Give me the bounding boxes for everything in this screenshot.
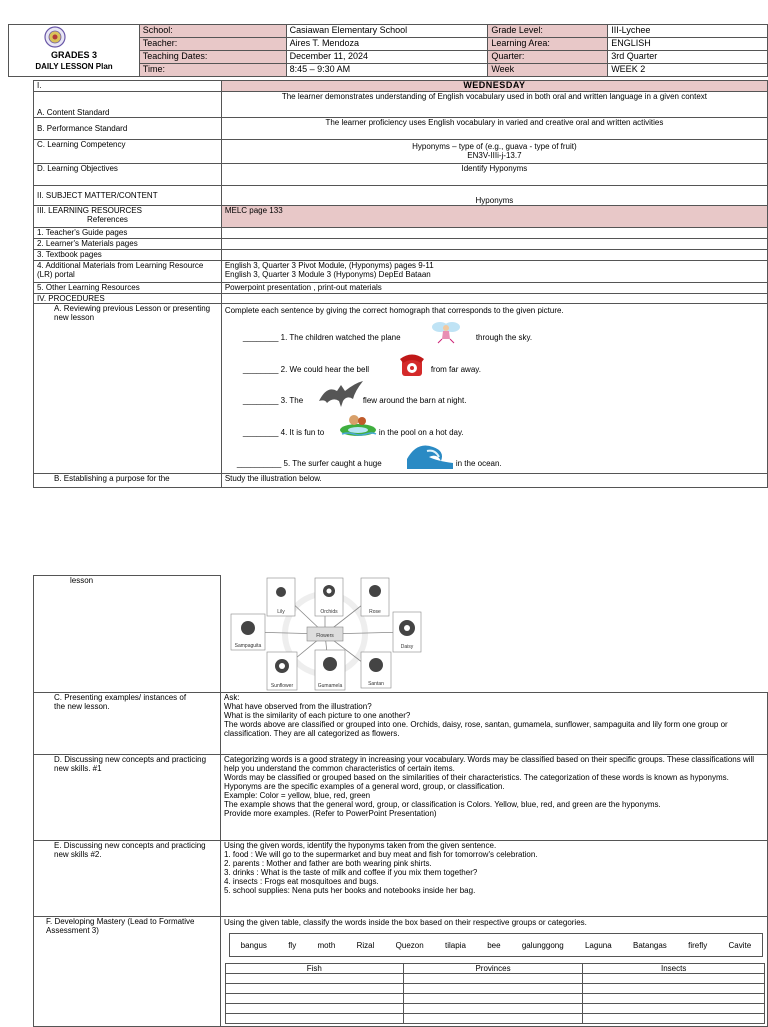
answer-cell[interactable] xyxy=(403,1004,583,1014)
answer-cell[interactable] xyxy=(226,984,404,994)
homograph-item-post: through the sky. xyxy=(475,333,533,342)
answer-cell[interactable] xyxy=(403,994,583,1004)
f-intro: Using the given table, classify the words inside the box based on their respective groups or categories. xyxy=(224,918,587,927)
table-row xyxy=(226,994,765,1004)
procedure-f-label: F. Developing Mastery (Lead to Formative Assessment 3) xyxy=(34,917,221,1027)
flower-label: Sampaguita xyxy=(234,642,262,649)
procedure-b-text: Study the illustration below. xyxy=(221,474,767,488)
teaching-dates-label: Teaching Dates: xyxy=(139,51,286,64)
homograph-item-post: in the pool on a hot day. xyxy=(378,428,464,437)
classification-table xyxy=(225,963,765,1024)
plan-label: DAILY LESSON Plan xyxy=(35,62,113,71)
answer-cell[interactable] xyxy=(226,974,404,984)
quarter-value: 3rd Quarter xyxy=(608,51,768,64)
wave-icon xyxy=(407,441,453,471)
lr-label: 4. Additional Materials from Learning Resource (LR) portal xyxy=(34,261,222,283)
performance-standard-text: The learner proficiency uses English vocabulary in varied and creative oral and written activities xyxy=(221,118,767,140)
answer-cell[interactable] xyxy=(226,994,404,1004)
flower-label: Orchids xyxy=(320,608,338,615)
word-item: fly xyxy=(288,940,297,950)
word-item: firefly xyxy=(688,940,708,950)
school-label: School: xyxy=(139,25,286,38)
swimmer-icon xyxy=(338,412,378,438)
answer-cell[interactable] xyxy=(226,1004,404,1014)
flower-label: Sunflower xyxy=(270,682,294,689)
procedure-c-label: C. Presenting examples/ instances of the new lesson. xyxy=(34,693,221,755)
lr-line-1: English 3, Quarter 3 Pivot Module, (Hyponyms) pages 9-11 xyxy=(224,261,434,270)
grade-level-value: III-Lychee xyxy=(608,25,768,38)
day-heading: WEDNESDAY xyxy=(221,81,767,92)
d-line: Categorizing words is a good strategy in increasing your vocabulary. Words may be classified based on their specific groups. These classifications will help you understand the common characteristics of certain items. xyxy=(224,755,755,773)
tg-label: 1. Teacher's Guide pages xyxy=(34,228,222,239)
procedures-label: IV. PROCEDURES xyxy=(34,294,222,304)
fairy-icon xyxy=(430,319,462,345)
lesson-plan-table-page2 xyxy=(33,575,768,1027)
homograph-item-post: from far away. xyxy=(430,365,481,374)
answer-cell[interactable] xyxy=(583,984,765,994)
c-line: What is the similarity of each picture to one another? xyxy=(224,711,411,720)
learning-area-label: Learning Area: xyxy=(488,38,608,51)
c-line: What have observed from the illustration? xyxy=(224,702,372,711)
flower-label: Rose xyxy=(369,608,381,615)
word-item: tilapia xyxy=(445,940,466,950)
header-table xyxy=(8,24,768,77)
lr-line-2: English 3, Quarter 3 Module 3 (Hyponyms) DepEd Bataan xyxy=(224,270,431,279)
flower-label: Gumamela xyxy=(317,682,343,689)
column-header: Insects xyxy=(583,964,765,974)
week-value: WEEK 2 xyxy=(608,64,768,77)
answer-cell[interactable] xyxy=(403,1014,583,1024)
procedure-e-label: E. Discussing new concepts and practicing new skills #2. xyxy=(34,841,221,917)
word-item: Rizal xyxy=(356,940,375,950)
table-row xyxy=(226,1004,765,1014)
objectives-label: D. Learning Objectives xyxy=(34,164,222,186)
header-row xyxy=(9,25,768,38)
column-header: Provinces xyxy=(403,964,583,974)
table-row xyxy=(226,974,765,984)
e-line: 1. food : We will go to the supermarket and buy meat and fish for tomorrow's celebration. xyxy=(224,850,538,859)
word-item: Batangas xyxy=(632,940,667,950)
tb-value xyxy=(221,250,767,261)
table-row xyxy=(226,984,765,994)
homograph-item: ________ 3. The xyxy=(242,396,304,405)
answer-cell[interactable] xyxy=(583,974,765,984)
word-item: bangus xyxy=(240,940,267,950)
week-label: Week xyxy=(488,64,608,77)
flower-label: Daisy xyxy=(400,643,414,650)
flower-label: Lily xyxy=(277,608,285,615)
competency-label: C. Learning Competency xyxy=(34,140,222,164)
performance-standard-label: B. Performance Standard xyxy=(34,118,222,140)
objectives-num: I. xyxy=(34,81,222,92)
table-row xyxy=(226,1014,765,1024)
tg-value xyxy=(221,228,767,239)
competency-text: Hyponyms – type of (e.g., guava - type of fruit) xyxy=(412,142,577,151)
e-line: 3. drinks : What is the taste of milk and coffee if you mix them together? xyxy=(224,868,478,877)
learning-area-value: ENGLISH xyxy=(608,38,768,51)
lesson-plan-table-page1 xyxy=(33,80,768,488)
competency-code: EN3V-IIIi-j-13.7 xyxy=(467,151,522,160)
flowers-diagram xyxy=(225,576,425,692)
grades-label: GRADES 3 xyxy=(50,50,97,60)
grade-level-label: Grade Level: xyxy=(488,25,608,38)
homograph-item: __________ 5. The surfer caught a huge xyxy=(236,459,382,468)
telephone-icon xyxy=(397,350,427,380)
d-line: Words may be classified or grouped based on the similarities of their characteristics. The categorization of these words is known as hyponyms. Hyponyms are the specific examples of a general word, group, or classification. xyxy=(224,773,729,791)
homograph-item-post: in the ocean. xyxy=(455,459,502,468)
lm-label: 2. Learner's Materials pages xyxy=(34,239,222,250)
procedure-b-label: B. Establishing a purpose for the xyxy=(34,474,222,488)
homograph-item: ________ 4. It is fun to xyxy=(242,428,325,437)
resources-text: MELC page 133 xyxy=(221,206,767,228)
homograph-item: ________ 1. The children watched the plane xyxy=(242,333,401,342)
procedure-b-label-cont: lesson xyxy=(34,576,221,693)
column-header: Fish xyxy=(226,964,404,974)
bat-icon xyxy=(317,379,365,409)
flowers-center-label: Flowers xyxy=(316,632,334,639)
teacher-value: Aires T. Mendoza xyxy=(286,38,488,51)
school-value: Casiawan Elementary School xyxy=(286,25,488,38)
answer-cell[interactable] xyxy=(403,984,583,994)
references-label: References xyxy=(87,215,128,224)
answer-cell[interactable] xyxy=(403,974,583,984)
time-label: Time: xyxy=(139,64,286,77)
word-item: Quezon xyxy=(395,940,424,950)
lm-value xyxy=(221,239,767,250)
subject-text: Hyponyms xyxy=(221,186,767,206)
resources-label: III. LEARNING RESOURCES xyxy=(37,206,142,215)
procedure-a-label: A. Reviewing previous Lesson or presenting new lesson xyxy=(34,304,222,474)
e-line: 5. school supplies: Nena puts her books and notebooks inside her bag. xyxy=(224,886,476,895)
word-item: Laguna xyxy=(584,940,612,950)
e-line: 2. parents : Mother and father are both wearing pink shirts. xyxy=(224,859,432,868)
answer-cell[interactable] xyxy=(583,1014,765,1024)
word-box xyxy=(229,933,763,957)
other-resources-text: Powerpoint presentation , print-out materials xyxy=(221,283,767,294)
homograph-item-post: flew around the barn at night. xyxy=(362,396,467,405)
word-item: Cavite xyxy=(728,940,752,950)
content-standard-label: A. Content Standard xyxy=(34,92,222,118)
answer-cell[interactable] xyxy=(583,994,765,1004)
e-line: 4. insects : Frogs eat mosquitoes and bugs. xyxy=(224,877,379,886)
time-value: 8:45 – 9:30 AM xyxy=(286,64,488,77)
objectives-text: Identify Hyponyms xyxy=(221,164,767,186)
word-item: bee xyxy=(487,940,501,950)
word-item: galunggong xyxy=(521,940,564,950)
tb-label: 3. Textbook pages xyxy=(34,250,222,261)
subject-label: II. SUBJECT MATTER/CONTENT xyxy=(34,186,222,206)
procedure-a-intro: Complete each sentence by giving the correct homograph that corresponds to the given picture. xyxy=(224,306,564,315)
teaching-dates-value: December 11, 2024 xyxy=(286,51,488,64)
answer-cell[interactable] xyxy=(583,1004,765,1014)
d-line: Example: Color = yellow, blue, red, green xyxy=(224,791,371,800)
other-resources-label: 5. Other Learning Resources xyxy=(34,283,222,294)
c-line: Ask: xyxy=(224,693,240,702)
teacher-label: Teacher: xyxy=(139,38,286,51)
word-item: moth xyxy=(317,940,336,950)
homograph-item: ________ 2. We could hear the bell xyxy=(242,365,369,374)
d-line: Provide more examples. (Refer to PowerPoint Presentation) xyxy=(224,809,437,818)
d-line: The example shows that the general word, group, or classification is Colors. Yellow, blue, red, and green are the hyponyms. xyxy=(224,800,661,809)
c-line: The words above are classified or grouped into one. Orchids, daisy, rose, santan, gumamela, sunflower, sampaguita and lily form one group or classification. They are all categorized as flowers. xyxy=(224,720,728,738)
answer-cell[interactable] xyxy=(226,1014,404,1024)
quarter-label: Quarter: xyxy=(488,51,608,64)
e-line: Using the given words, identify the hyponyms taken from the given sentence. xyxy=(224,841,497,850)
content-standard-text: The learner demonstrates understanding of English vocabulary used in both oral and written language in a given context xyxy=(221,92,767,118)
procedure-d-label: D. Discussing new concepts and practicing new skills. #1 xyxy=(34,755,221,841)
flower-label: Santan xyxy=(368,680,384,687)
